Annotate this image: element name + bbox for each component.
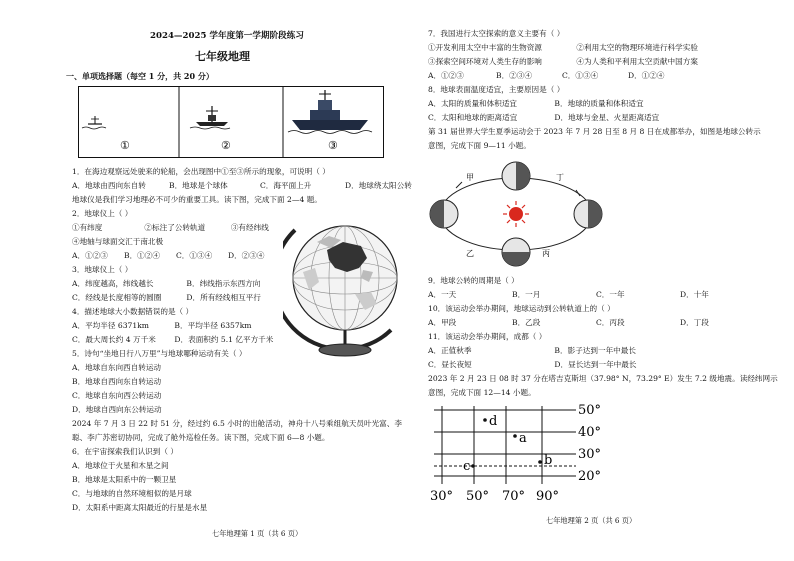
lat-label-20: 20°	[578, 469, 602, 484]
q9-option-a[interactable]: A．一天	[428, 290, 457, 299]
q4-options-row2	[72, 335, 273, 345]
q2-option-c[interactable]: C．①③④	[176, 251, 213, 260]
q3-option-c[interactable]: C．经线是长度相等的圆圈	[72, 293, 162, 302]
point-c-marker	[471, 464, 475, 468]
q5-option-b[interactable]: B．地球自西向东自转运动	[72, 377, 162, 386]
point-d-marker	[483, 418, 487, 422]
intro-12-14-line2: 意图，完成下面 12—14 小题。	[428, 388, 536, 397]
q6-option-d[interactable]: D．太阳系中距离太阳最近的行星是水星	[72, 503, 208, 512]
q8-option-d[interactable]: D．地球与金星、火星距离适宜	[554, 113, 660, 122]
intro-2-4: 地球仪是我们学习地理必不可少的重要工具。读下图，完成下面 2—4 题。	[72, 195, 322, 204]
q3-option-a[interactable]: A．纬度越高，纬线越长	[72, 279, 154, 288]
q1-stem: 1．在海边观察远处驶来的轮船，会出现图中①至③所示的现象，可说明（ ）	[72, 167, 330, 176]
q10-stem: 10．该运动会举办期间，地球运动到公转轨道上的（ ）	[428, 304, 615, 313]
point-b-marker	[538, 460, 542, 464]
q10-option-c[interactable]: C．丙段	[596, 318, 625, 327]
q3-stem: 3．地球仪上（ ）	[72, 265, 133, 274]
globe-diagram	[283, 212, 407, 360]
q10-options	[428, 318, 709, 328]
section-one-heading: 一、单项选择题（每空 1 分，共 20 分）	[66, 71, 214, 81]
intro-9-11-line1: 第 31 届世界大学生夏季运动会于 2023 年 7 月 28 日至 8 月 8 日在成都举办，如图是地球公转示	[428, 127, 761, 136]
q8-options-row1	[428, 99, 644, 109]
earth-position-right	[574, 200, 602, 228]
q7-item-1: ①开发利用太空中丰富的生物资源	[428, 43, 542, 52]
point-a-marker	[513, 434, 517, 438]
point-d-label: d	[489, 414, 498, 429]
q11-options-row2	[428, 360, 636, 370]
q10-option-b[interactable]: B．乙段	[512, 318, 541, 327]
q7-option-a[interactable]: A．①②③	[428, 71, 464, 80]
q8-option-a[interactable]: A．太阳的质量和体积适宜	[428, 99, 518, 108]
q2-option-b[interactable]: B．①②④	[124, 251, 160, 260]
q3-option-b[interactable]: B．纬线指示东西方向	[186, 279, 261, 288]
q7-option-b[interactable]: B．②③④	[496, 71, 532, 80]
earth-position-left	[430, 200, 458, 228]
lon-label-90: 90°	[536, 489, 560, 504]
q10-option-a[interactable]: A．甲段	[428, 318, 457, 327]
q2-stem: 2．地球仪上（ ）	[72, 209, 133, 218]
lat-label-30: 30°	[578, 447, 602, 462]
q2-option-a[interactable]: A．①②③	[72, 251, 108, 260]
q7-item-4: ④为人类和平利用太空贡献中国方案	[576, 57, 698, 66]
q1-option-a[interactable]: A．地球由西向东自转	[72, 181, 146, 190]
q2-options	[72, 251, 264, 261]
q11-option-c[interactable]: C．昼长夜短	[428, 360, 472, 369]
intro-9-11-line2: 意图，完成下面 9—11 小题。	[428, 141, 531, 150]
q11-option-a[interactable]: A．正值秋季	[428, 346, 472, 355]
point-a-label: a	[519, 431, 527, 446]
q3-options-row2	[72, 293, 261, 303]
ship-full	[288, 90, 372, 134]
q1-option-d[interactable]: D．地球绕太阳公转	[345, 181, 412, 190]
q7-options	[428, 71, 664, 81]
ship-label-3: ③	[328, 139, 338, 152]
q2-item-2: ②标注了公转轨道	[144, 223, 206, 232]
earth-position-bottom	[502, 238, 530, 266]
lat-label-50: 50°	[578, 403, 602, 418]
q4-stem: 4．描述地球大小数据错误的是（ ）	[72, 307, 194, 316]
q7-item-3: ③探索空间环境对人类生存的影响	[428, 57, 542, 66]
intro-12-14-line1: 2023 年 2 月 23 日 08 时 37 分在塔吉克斯坦（37.98° N，73.29° E）发生 7.2 级地震。读经纬网示	[428, 374, 778, 383]
q7-items-row1	[428, 43, 698, 53]
orbit-label-yi: 乙	[466, 249, 474, 258]
orbit-label-bing: 丙	[542, 249, 550, 258]
sun-icon	[503, 201, 529, 227]
orbit-label-jia: 甲	[466, 173, 474, 182]
q9-option-c[interactable]: C．一年	[596, 290, 625, 299]
q8-option-b[interactable]: B．地球的质量和体积适宜	[554, 99, 644, 108]
q5-stem: 5．诗句“坐地日行八万里”与地球哪种运动有关（ ）	[72, 349, 247, 358]
q5-option-a[interactable]: A．地球自东向西自转运动	[72, 363, 162, 372]
left-footer: 七年地理第 1 页（共 6 页）	[212, 529, 303, 538]
q8-stem: 8．地球表面温度适宜，主要原因是（ ）	[428, 85, 565, 94]
q7-item-2: ②利用太空的物理环境进行科学实验	[576, 43, 698, 52]
q7-option-c[interactable]: C．①③④	[562, 71, 599, 80]
q7-option-d[interactable]: D．①②④	[628, 71, 665, 80]
earth-orbit-diagram	[426, 156, 606, 272]
q1-option-c[interactable]: C．海平面上升	[260, 181, 312, 190]
lat-label-40: 40°	[578, 425, 602, 440]
q6-option-a[interactable]: A．地球位于火星和木星之间	[72, 461, 169, 470]
q11-option-d[interactable]: D．昼长达到一年中最长	[554, 360, 637, 369]
q4-options-row1	[72, 321, 252, 331]
q5-option-c[interactable]: C．地球自东向西公转运动	[72, 391, 162, 400]
q1-option-b[interactable]: B．地球是个球体	[169, 181, 228, 190]
q9-option-d[interactable]: D．十年	[680, 290, 709, 299]
q4-option-b[interactable]: B．平均半径 6357km	[174, 321, 252, 330]
q8-option-c[interactable]: C．太阳和地球的距离适宜	[428, 113, 518, 122]
q2-item-4: ④地轴与球面交汇于南北极	[72, 237, 164, 246]
q7-items-row2	[428, 57, 698, 67]
q8-options-row2	[428, 113, 659, 123]
q4-option-c[interactable]: C．最大周长约 4 万千米	[72, 335, 156, 344]
q5-option-d[interactable]: D．地球自西向东公转运动	[72, 405, 162, 414]
q2-item-3: ③有经纬线	[230, 223, 269, 232]
q3-options-row1	[72, 279, 260, 289]
q4-option-d[interactable]: D．表面积约 5.1 亿平方千米	[174, 335, 274, 344]
q9-option-b[interactable]: B．一月	[512, 290, 541, 299]
ship-label-1: ①	[120, 139, 130, 152]
ship-mast-top	[82, 116, 106, 129]
q10-option-d[interactable]: D．丁段	[680, 318, 709, 327]
q9-options	[428, 290, 709, 300]
ship-upper-half	[190, 106, 230, 129]
q11-option-b[interactable]: B．影子达到一年中最长	[554, 346, 636, 355]
orbit-label-ding: 丁	[556, 173, 564, 182]
point-c-label: c	[463, 459, 471, 474]
intro-6-8-line2: 聪、李广苏密切协同，完成了舱外巡检任务。读下图，完成下面 6—8 小题。	[72, 433, 330, 442]
earth-position-top	[502, 162, 530, 190]
lon-label-50: 50°	[466, 489, 490, 504]
lon-label-30: 30°	[430, 489, 454, 504]
q11-stem: 11．该运动会举办期间，成都（ ）	[428, 332, 547, 341]
q3-option-d[interactable]: D．所有经线相互平行	[186, 293, 261, 302]
ship-observation-diagram	[78, 86, 384, 158]
q2-item-1: ①有纬度	[72, 223, 103, 232]
right-footer: 七年地理第 2 页（共 6 页）	[546, 516, 637, 525]
ship-label-2: ②	[221, 139, 231, 152]
year-title: 2024—2025 学年度第一学期阶段练习	[150, 31, 304, 41]
q2-option-d[interactable]: D．②③④	[228, 251, 265, 260]
point-b-label: b	[544, 453, 553, 468]
lat-long-grid	[426, 400, 612, 506]
q9-stem: 9．地球公转的周期是（ ）	[428, 276, 519, 285]
q11-options-row1	[428, 346, 636, 356]
q6-option-b[interactable]: B．地球是太阳系中的一颗卫星	[72, 475, 177, 484]
q6-stem: 6．在宇宙探索我们认识到（ ）	[72, 447, 178, 456]
q6-option-c[interactable]: C．与地球的自然环境相似的是月球	[72, 489, 192, 498]
q4-option-a[interactable]: A．平均半径 6371km	[72, 321, 149, 330]
subject-title: 七年级地理	[195, 50, 250, 63]
q1-options	[72, 181, 412, 191]
intro-6-8-line1: 2024 年 7 月 3 日 22 时 51 分，经过约 6.5 小时的出舱活动，神舟十八号乘组航天员叶光富、李	[72, 419, 402, 428]
q2-items-row1	[72, 223, 269, 233]
q7-stem: 7．我国进行太空探索的意义主要有（ ）	[428, 29, 565, 38]
lon-label-70: 70°	[502, 489, 526, 504]
